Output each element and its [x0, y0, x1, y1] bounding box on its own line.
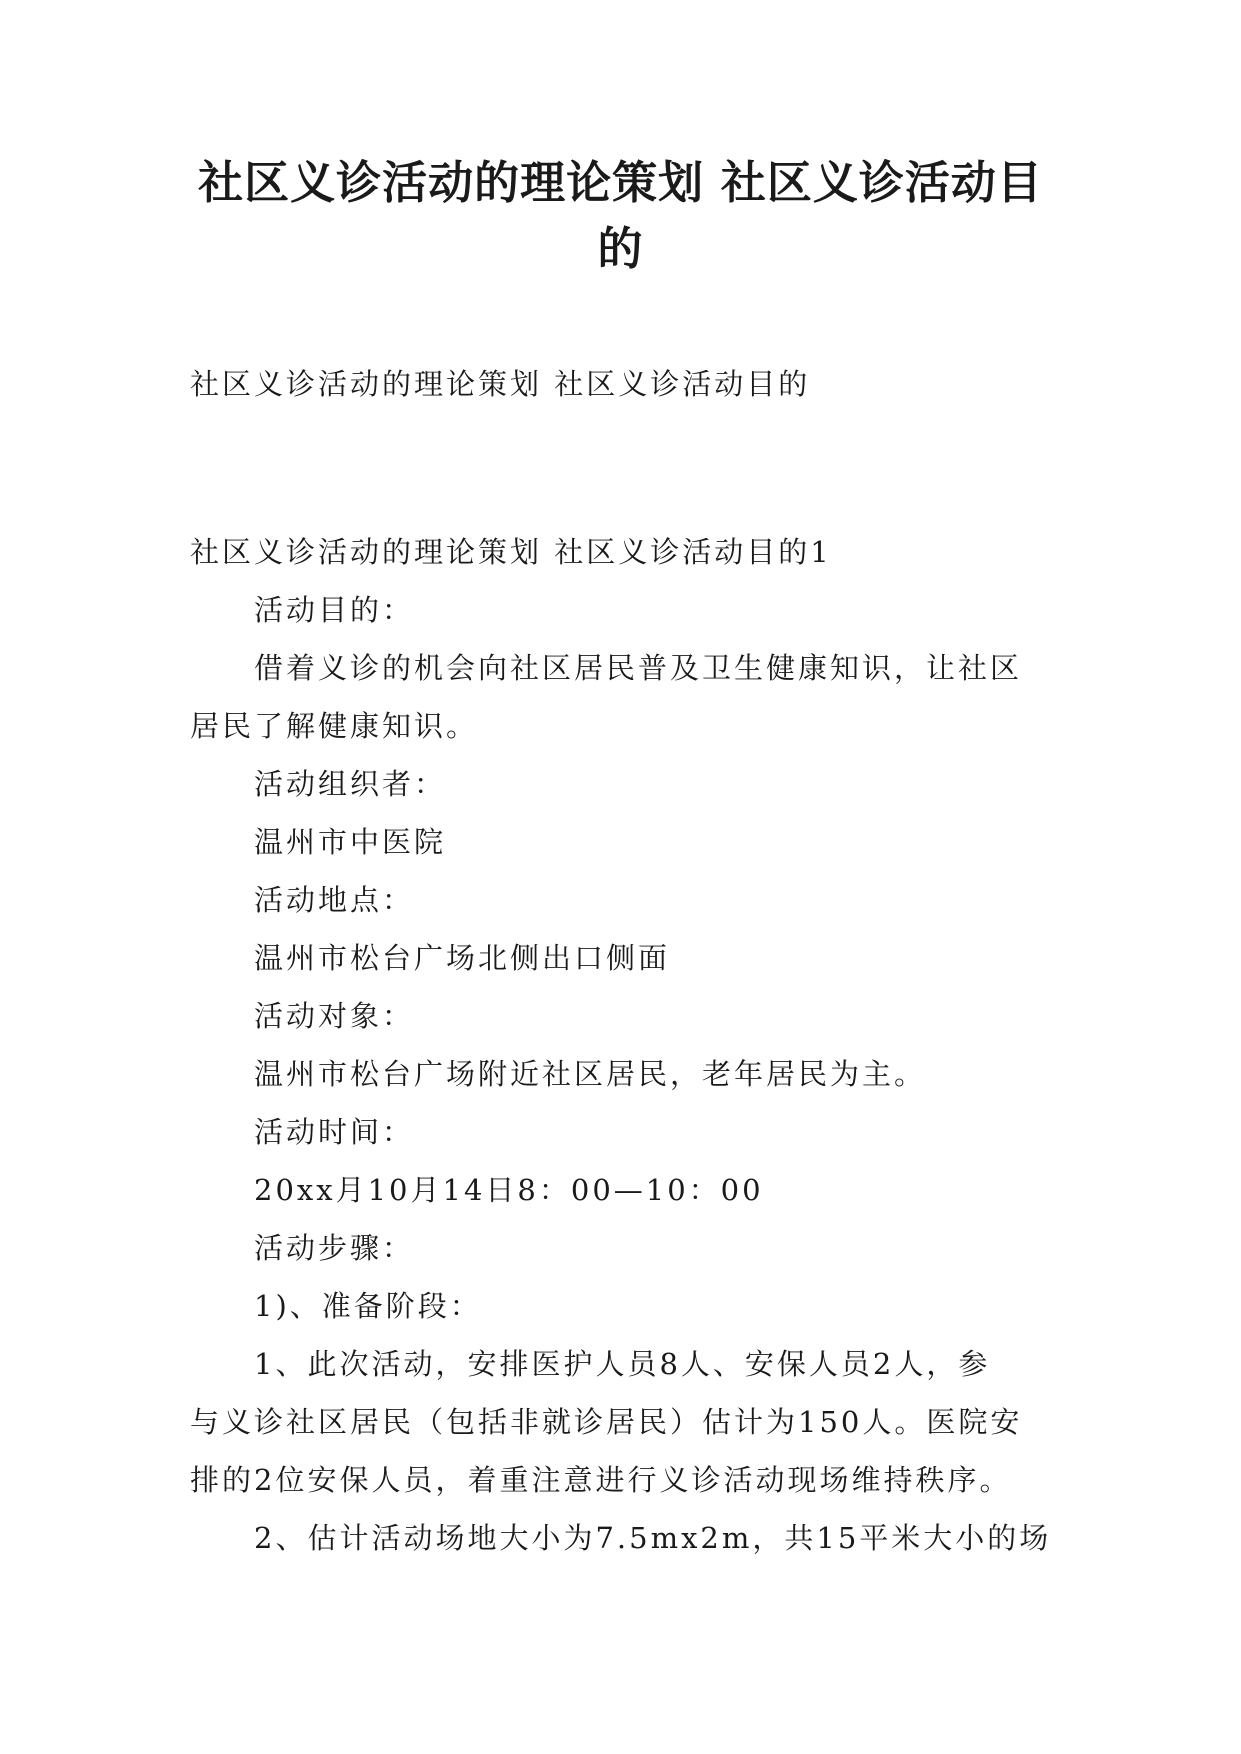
- paragraph-line: 借着义诊的机会向社区居民普及卫生健康知识，让社区: [254, 651, 1023, 685]
- document-subtitle: 社区义诊活动的理论策划 社区义诊活动目的: [190, 367, 811, 401]
- paragraph-line: 温州市松台广场北侧出口侧面: [254, 941, 671, 975]
- paragraph-line: 活动组织者：: [254, 767, 447, 801]
- paragraph-line: 活动时间：: [254, 1115, 415, 1149]
- paragraph-line: 温州市松台广场附近社区居民，老年居民为主。: [254, 1057, 927, 1091]
- paragraph-line: 20xx月10月14日8：00—10：00: [254, 1173, 764, 1207]
- paragraph-line: 活动对象：: [254, 999, 415, 1033]
- paragraph-line: 1)、准备阶段：: [254, 1289, 482, 1323]
- paragraph-line: 活动步骤：: [254, 1231, 415, 1265]
- document-title: 社区义诊活动的理论策划 社区义诊活动目的: [198, 156, 1043, 275]
- paragraph-line: 排的2位安保人员，着重注意进行义诊活动现场维持秩序。: [190, 1463, 1012, 1497]
- paragraph-line: 活动目的：: [254, 593, 415, 627]
- paragraph-line: 与义诊社区居民（包括非就诊居民）估计为150人。医院安: [190, 1405, 1023, 1439]
- paragraph-line: 温州市中医院: [254, 825, 447, 859]
- paragraph-line: 居民了解健康知识。: [190, 709, 479, 743]
- paragraph-line: 2、估计活动场地大小为7.5mx2m，共15平米大小的场: [254, 1521, 1052, 1555]
- paragraph-line: 1、此次活动，安排医护人员8人、安保人员2人，参: [254, 1347, 991, 1381]
- section-heading: 社区义诊活动的理论策划 社区义诊活动目的1: [190, 535, 832, 569]
- paragraph-line: 活动地点：: [254, 883, 415, 917]
